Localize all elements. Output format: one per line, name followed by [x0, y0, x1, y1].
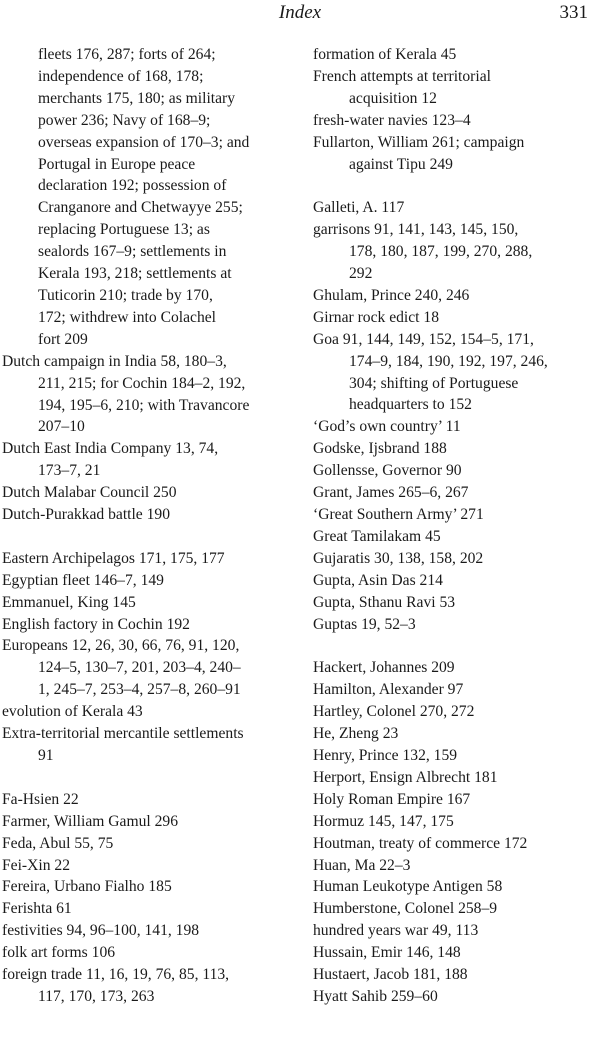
index-entry: evolution of Kerala 43 [2, 703, 143, 721]
index-entry: festivities 94, 96–100, 141, 198 [2, 922, 200, 940]
index-entry-continuation: 194, 195–6, 210; with Travancore [38, 396, 250, 414]
index-entry: Huan, Ma 22–3 [313, 856, 411, 874]
page-header [0, 2, 600, 30]
index-entry-continuation: acquisition 12 [349, 89, 437, 107]
index-entry-continuation: independence of 168, 178; [38, 67, 204, 85]
index-entry-continuation: merchants 175, 180; as military [38, 89, 236, 107]
index-entry: formation of Kerala 45 [313, 46, 457, 63]
index-entry: He, Zheng 23 [313, 725, 399, 743]
index-entry: Ghulam, Prince 240, 246 [313, 286, 470, 304]
index-entry: Girnar rock edict 18 [313, 308, 439, 326]
index-entry-continuation: 304; shifting of Portuguese [349, 374, 519, 392]
index-entry: Gupta, Sthanu Ravi 53 [313, 593, 456, 611]
index-entry-continuation: replacing Portuguese 13; as [38, 221, 210, 239]
index-entry: Great Tamilakam 45 [313, 527, 441, 545]
index-entry: Goa 91, 144, 149, 152, 154–5, 171, [313, 330, 534, 348]
index-entry: Hyatt Sahib 259–60 [313, 987, 438, 1005]
index-entry: Ferishta 61 [2, 900, 72, 918]
index-entry: Fullarton, William 261; campaign [313, 133, 525, 151]
index-entry-continuation: fort 209 [38, 330, 88, 348]
index-entry-continuation: 1, 245–7, 253–4, 257–8, 260–91 [38, 681, 241, 699]
index-entry: Hustaert, Jacob 181, 188 [313, 966, 468, 984]
index-entry-continuation: Kerala 193, 218; settlements at [38, 265, 232, 283]
index-entry-continuation: power 236; Navy of 168–9; [38, 111, 211, 129]
index-entry: Human Leukotype Antigen 58 [313, 878, 503, 896]
index-entry-continuation: 292 [349, 265, 373, 283]
index-entry: Hamilton, Alexander 97 [313, 681, 464, 699]
index-column-right [313, 44, 597, 1008]
index-entry: garrisons 91, 141, 143, 145, 150, [313, 221, 519, 239]
index-entry: Holy Roman Empire 167 [313, 790, 471, 808]
index-entry: Dutch-Purakkad battle 190 [2, 506, 171, 524]
index-entry-continuation: 91 [38, 746, 54, 764]
letter-group-gap [2, 767, 298, 789]
index-entry: Dutch East India Company 13, 74, [2, 440, 219, 458]
index-entry-continuation: against Tipu 249 [349, 155, 453, 173]
index-entry: Henry, Prince 132, 159 [313, 746, 458, 764]
index-entry: Hussain, Emir 146, 148 [313, 944, 461, 962]
index-entry-continuation: Cranganore and Chetwayye 255; [38, 199, 243, 217]
index-entry-continuation: fleets 176, 287; forts of 264; [38, 46, 216, 63]
letter-group-gap [313, 175, 597, 197]
index-entry: Feda, Abul 55, 75 [2, 834, 114, 852]
index-entry: Herport, Ensign Albrecht 181 [313, 768, 498, 786]
index-entry: Humberstone, Colonel 258–9 [313, 900, 498, 918]
index-entry-continuation: 211, 215; for Cochin 184–2, 192, [38, 374, 246, 392]
index-entry-continuation: 174–9, 184, 190, 192, 197, 246, [349, 352, 548, 370]
index-entry-continuation: 124–5, 130–7, 201, 203–4, 240– [38, 659, 241, 677]
index-entry: Houtman, treaty of commerce 172 [313, 834, 528, 852]
page-number: 331 [559, 2, 588, 23]
index-entry: Gollensse, Governor 90 [313, 462, 462, 480]
index-entry: foreign trade 11, 16, 19, 76, 85, 113, [2, 966, 230, 984]
index-entry: Fa-Hsien 22 [2, 790, 79, 808]
index-entry: Hartley, Colonel 270, 272 [313, 703, 475, 721]
letter-group-gap [313, 635, 597, 657]
index-entry: Fei-Xin 22 [2, 856, 71, 874]
index-entry-continuation: 207–10 [38, 418, 85, 436]
index-entry: Grant, James 265–6, 267 [313, 484, 469, 502]
index-entry: ‘Great Southern Army’ 271 [313, 506, 484, 524]
index-entry: folk art forms 106 [2, 944, 116, 962]
index-entry: Fereira, Urbano Fialho 185 [2, 878, 172, 896]
index-entry: Gujaratis 30, 138, 158, 202 [313, 549, 484, 567]
index-entry-continuation: 178, 180, 187, 199, 270, 288, [349, 243, 533, 261]
index-column-left [2, 44, 298, 1008]
index-entry-continuation: Tuticorin 210; trade by 170, [38, 286, 213, 304]
index-entry-continuation: 173–7, 21 [38, 462, 101, 480]
running-title: Index [278, 2, 322, 23]
index-entry: Extra-territorial mercantile settlements [2, 725, 244, 743]
index-entry: Europeans 12, 26, 30, 66, 76, 91, 120, [2, 637, 240, 655]
index-entry-continuation: 117, 170, 173, 263 [38, 987, 155, 1005]
index-entry-continuation: declaration 192; possession of [38, 177, 227, 195]
index-entry: Dutch campaign in India 58, 180–3, [2, 352, 227, 370]
letter-group-gap [2, 526, 298, 548]
index-entry: Hackert, Johannes 209 [313, 659, 455, 677]
index-entry: Eastern Archipelagos 171, 175, 177 [2, 549, 225, 567]
index-entry: Farmer, William Gamul 296 [2, 812, 179, 830]
index-entry-continuation: overseas expansion of 170–3; and [38, 133, 250, 151]
index-entry: fresh-water navies 123–4 [313, 111, 471, 129]
index-entry: Egyptian fleet 146–7, 149 [2, 571, 164, 589]
index-entry: Gupta, Asin Das 214 [313, 571, 443, 589]
index-entry: hundred years war 49, 113 [313, 922, 479, 940]
index-entry-continuation: 172; withdrew into Colachel [38, 308, 216, 326]
index-entry: Dutch Malabar Council 250 [2, 484, 177, 502]
index-entry: English factory in Cochin 192 [2, 615, 190, 633]
index-entry: ‘God’s own country’ 11 [313, 418, 461, 436]
index-entry: Emmanuel, King 145 [2, 593, 136, 611]
index-entry: Guptas 19, 52–3 [313, 615, 416, 633]
index-entry-continuation: sealords 167–9; settlements in [38, 243, 227, 261]
index-entry-continuation: Portugal in Europe peace [38, 155, 196, 173]
index-entry: Galleti, A. 117 [313, 199, 405, 217]
index-entry: Hormuz 145, 147, 175 [313, 812, 454, 830]
index-entry: French attempts at territorial [313, 67, 491, 85]
index-entry-continuation: headquarters to 152 [349, 396, 472, 414]
index-entry: Godske, Ijsbrand 188 [313, 440, 447, 458]
